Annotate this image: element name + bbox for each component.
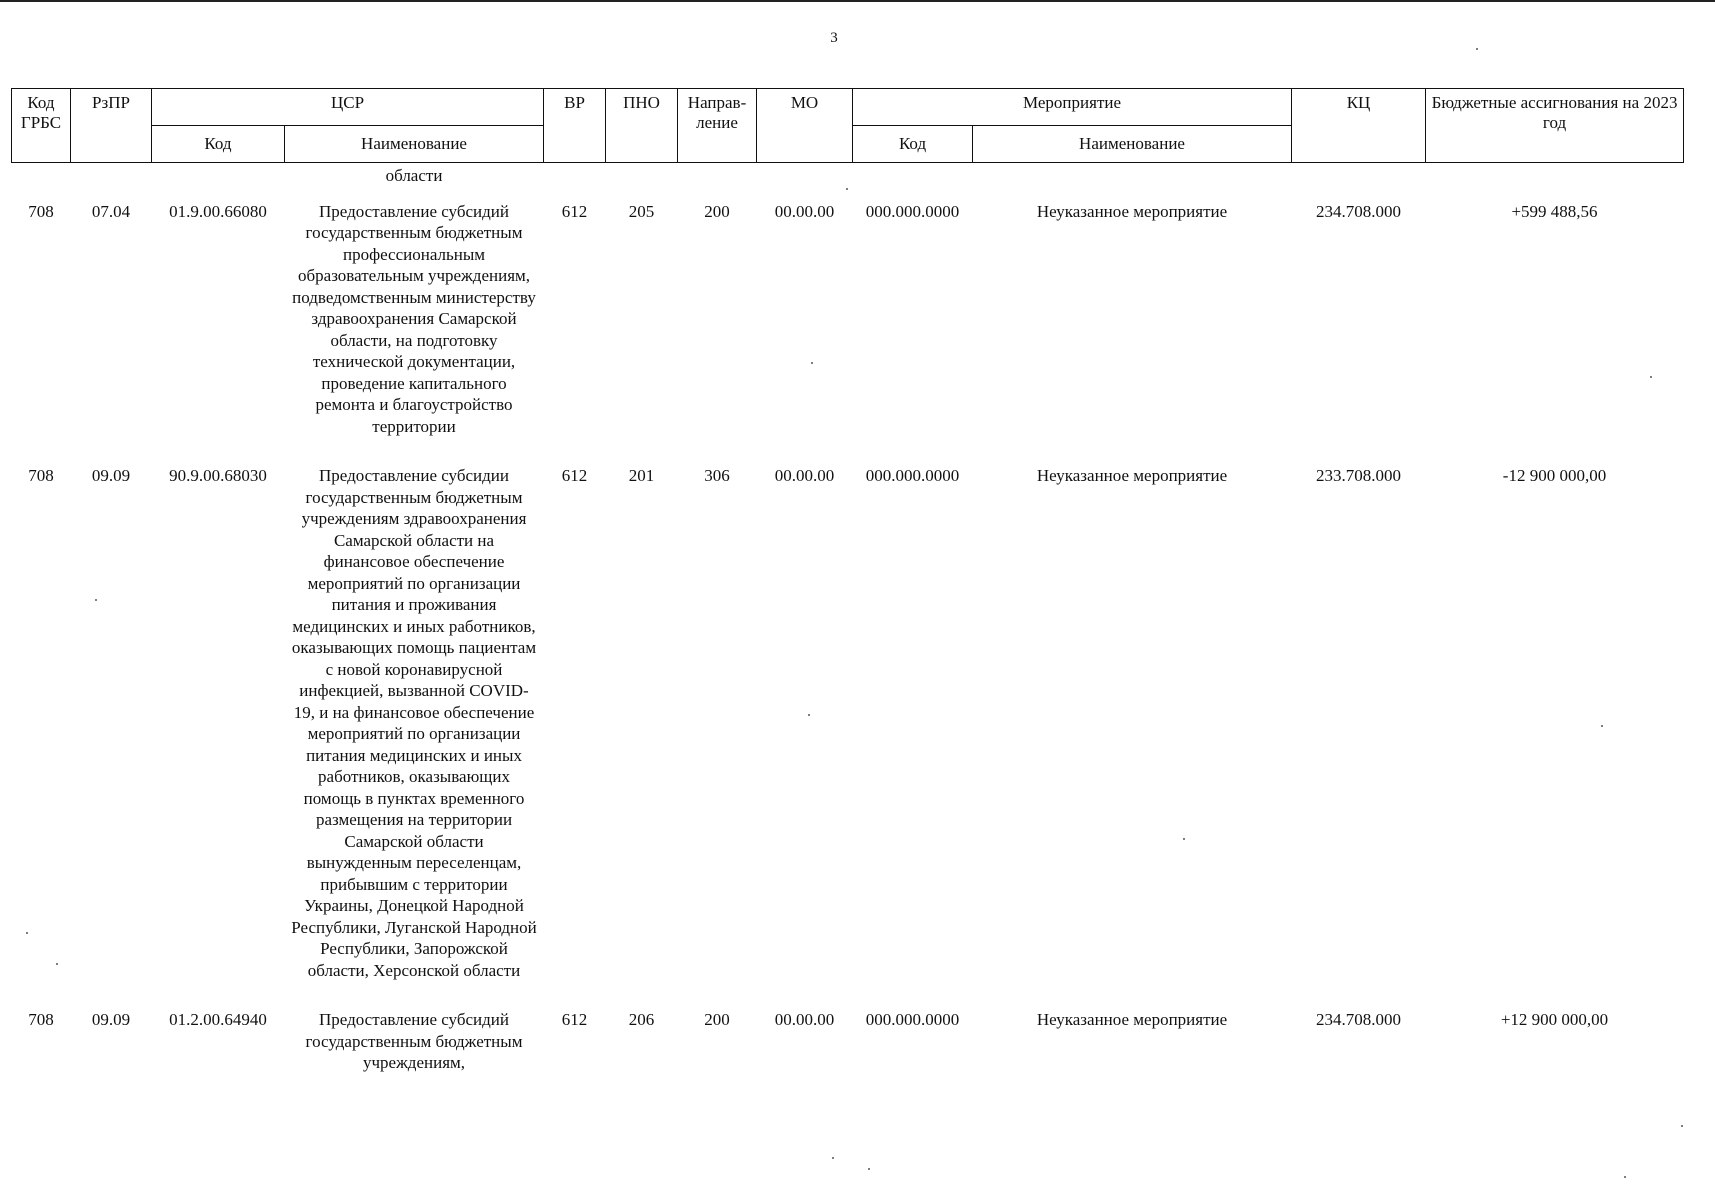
scan-speck <box>1601 725 1603 727</box>
header-meropr-name: Наименование <box>973 126 1292 163</box>
header-vr: ВР <box>544 89 606 163</box>
header-meropriyatie: Мероприятие <box>853 89 1292 126</box>
scan-speck <box>811 362 813 364</box>
scan-speck <box>56 963 58 965</box>
cell-kc: 234.708.000 <box>1316 1010 1402 1029</box>
header-meropr-kod: Код <box>853 126 973 163</box>
cell-pno: 201 <box>628 466 655 485</box>
header-budget: Бюджетные ассигнования на 2023 год <box>1426 89 1684 163</box>
cell-rzpr: 09.09 <box>91 466 131 485</box>
header-mo: МО <box>757 89 853 163</box>
cell-napravlenie: 200 <box>704 201 730 221</box>
scan-speck <box>1681 1125 1683 1127</box>
scan-speck <box>95 599 97 601</box>
cell-vr: 612 <box>561 466 588 485</box>
cell-grbs: 708 <box>28 1010 54 1029</box>
scan-speck <box>1624 1176 1626 1178</box>
cell-csr-name: Предоставление субсидий государственным бюджетным профессиональным образовательным учреждениям, подведомственным министерству здравоохранения Самарской области, на подготовку технической документации, проведение капитального ремонта и благоустройство территории <box>292 201 536 436</box>
header-csr-name: Наименование <box>285 126 544 163</box>
scan-speck <box>26 932 28 934</box>
header-csr: ЦСР <box>152 89 544 126</box>
cell-grbs: 708 <box>28 201 54 221</box>
header-pno: ПНО <box>606 89 678 163</box>
scan-speck <box>1650 376 1652 378</box>
cell-rzpr: 09.09 <box>91 1010 131 1029</box>
cell-amount: -12 900 000,00 <box>1502 466 1607 485</box>
header-napravlenie: Направ-ление <box>678 89 757 163</box>
cell-csr-name: Предоставление субсидий государственным бюджетным учреждениям, <box>305 1010 523 1072</box>
cell-meropr-kod: 000.000.0000 <box>865 201 960 221</box>
cell-napravlenie: 306 <box>704 466 730 485</box>
table-header <box>12 89 1684 163</box>
scan-speck <box>868 1168 870 1170</box>
scan-speck <box>1183 838 1185 840</box>
scan-speck <box>1476 48 1478 50</box>
header-rzpr: РзПР <box>71 89 152 163</box>
scan-speck <box>846 188 848 190</box>
cell-mo: 00.00.00 <box>774 466 835 485</box>
table-row-carryover <box>12 163 1684 187</box>
cell-vr: 612 <box>561 1010 588 1029</box>
cell-grbs: 708 <box>28 466 54 485</box>
cell-kc: 234.708.000 <box>1316 201 1402 221</box>
cell-amount: +599 488,56 <box>1511 201 1598 221</box>
cell-kc: 233.708.000 <box>1316 466 1402 485</box>
cell-csr-kod: 01.9.00.66080 <box>169 201 267 221</box>
table-row <box>12 187 1684 452</box>
table-body <box>12 163 1684 1088</box>
top-border-line <box>0 0 1715 2</box>
cell-amount: +12 900 000,00 <box>1500 1010 1609 1029</box>
carryover-name: области <box>385 166 443 185</box>
cell-vr: 612 <box>561 201 588 221</box>
cell-meropr-name: Неуказанное мероприятие <box>1036 466 1228 485</box>
table-row <box>12 995 1684 1088</box>
cell-mo: 00.00.00 <box>774 201 835 221</box>
cell-csr-name: Предоставление субсидии государственным бюджетным учреждениям здравоохранения Самарской области на финансовое обеспечение мероприятий по организации питания и проживания медицинских и иных работников, оказывающих помощь пациентам с новой коронавирусной инфекцией, вызванной COVID-19, и на финансовое обеспечение мероприятий по организации питания медицинских и иных работников, оказывающих помощь в пунктах временного размещения на территории Самарской области вынужденным переселенцам, прибывшим с территории Украины, Донецкой Народной Республики, Луганской Народной Республики, Запорожской области, Херсонской области <box>291 466 537 980</box>
cell-meropr-kod: 000.000.0000 <box>865 1010 960 1029</box>
cell-pno: 206 <box>628 1010 655 1029</box>
cell-meropr-name: Неуказанное мероприятие <box>1036 201 1228 221</box>
header-csr-kod: Код <box>152 126 285 163</box>
cell-meropr-kod: 000.000.0000 <box>865 466 960 485</box>
header-kc: КЦ <box>1292 89 1426 163</box>
cell-csr-kod: 01.2.00.64940 <box>169 1010 267 1029</box>
header-kod-grbs: Код ГРБС <box>12 89 71 163</box>
cell-napravlenie: 200 <box>704 1010 730 1029</box>
scan-speck <box>832 1157 834 1159</box>
cell-pno: 205 <box>628 201 655 221</box>
cell-meropr-name: Неуказанное мероприятие <box>1036 1010 1228 1029</box>
cell-rzpr: 07.04 <box>91 201 131 221</box>
cell-csr-kod: 90.9.00.68030 <box>169 466 267 485</box>
table-row <box>12 451 1684 995</box>
scan-speck <box>808 714 810 716</box>
budget-table <box>11 88 1684 1088</box>
cell-mo: 00.00.00 <box>774 1010 835 1029</box>
page-number: 3 <box>830 30 838 46</box>
